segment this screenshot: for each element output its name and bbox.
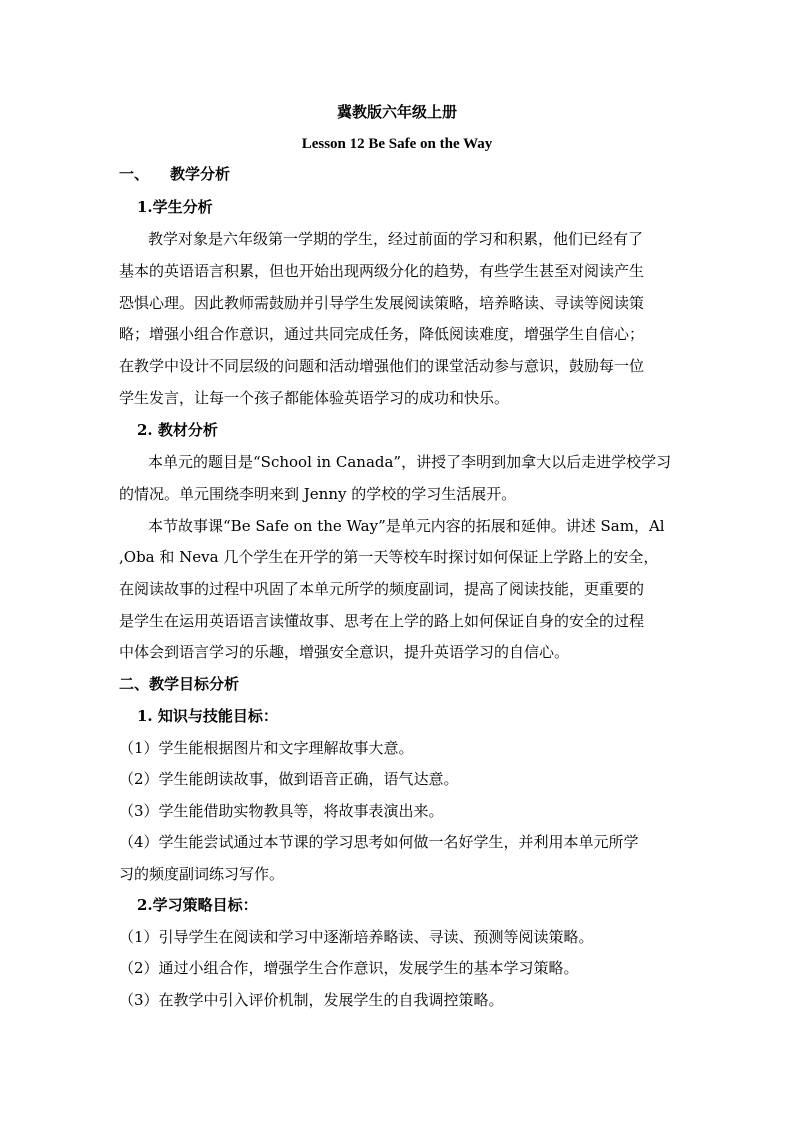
subsection-1-1-heading: 1.学生分析 <box>137 198 213 216</box>
list-item-continuation: 习的频度副词练习写作。 <box>119 865 285 883</box>
paragraph-line: 是学生在运用英语语言读懂故事、思考在上学的路上如何保证自身的安全的过程 <box>119 612 645 630</box>
list-item: （4）学生能尝试通过本节课的学习思考如何做一名好学生，并利用本单元所学 <box>119 833 639 851</box>
list-item: （3）在教学中引入评价机制，发展学生的自我调控策略。 <box>119 991 504 1009</box>
paragraph-line: 学生发言，让每一个孩子都能体验英语学习的成功和快乐。 <box>119 389 510 407</box>
document-title: 冀教版六年级上册 <box>336 103 457 121</box>
paragraph-line: 略；增强小组合作意识，通过共同完成任务，降低阅读难度，增强学生自信心； <box>119 325 645 343</box>
paragraph-line: 本单元的题目是“School in Canada”，讲授了李明到加拿大以后走进学校学习 <box>148 453 672 471</box>
lesson-title: Lesson 12 Be Safe on the Way <box>301 136 493 152</box>
list-item: （2）学生能朗读故事，做到语音正确，语气达意。 <box>119 770 459 788</box>
subsection-2-2-heading: 2.学习策略目标： <box>137 896 258 914</box>
paragraph-line: 恐惧心理。因此教师需鼓励并引导学生发展阅读策略，培养略读、寻读等阅读策 <box>119 294 645 312</box>
section-2-heading: 二、教学目标分析 <box>119 675 240 693</box>
paragraph-line: 在教学中设计不同层级的问题和活动增强他们的课堂活动参与意识，鼓励每一位 <box>119 357 645 375</box>
paragraph-line: 中体会到语言学习的乐趣，增强安全意识，提升英语学习的自信心。 <box>119 643 570 661</box>
paragraph-line: 教学对象是六年级第一学期的学生，经过前面的学习和积累，他们已经有了 <box>148 230 644 248</box>
list-item: （2）通过小组合作，增强学生合作意识，发展学生的基本学习策略。 <box>119 959 579 977</box>
paragraph-line: 基本的英语语言积累，但也开始出现两级分化的趋势，有些学生甚至对阅读产生 <box>119 262 645 280</box>
subsection-1-2-heading: 2. 教材分析 <box>137 421 218 439</box>
section-1-heading: 教学分析 <box>170 165 231 183</box>
paragraph-line: 本节故事课“Be Safe on the Way”是单元内容的拓展和延伸。讲述 Sam，Al <box>148 517 665 535</box>
paragraph-line: 的情况。单元围绕李明来到 Jenny 的学校的学习生活展开。 <box>119 485 517 503</box>
subsection-2-1-heading: 1. 知识与技能目标： <box>137 707 278 725</box>
paragraph-line: 在阅读故事的过程中巩固了本单元所学的频度副词，提高了阅读技能，更重要的 <box>119 580 645 598</box>
list-item: （3）学生能借助实物教具等，将故事表演出来。 <box>119 802 444 820</box>
paragraph-line: ,Oba 和 Neva 几个学生在开学的第一天等校车时探讨如何保证上学路上的安全， <box>119 548 659 566</box>
section-1-number: 一、 <box>119 165 150 183</box>
list-item: （1）引导学生在阅读和学习中逐渐培养略读、寻读、预测等阅读策略。 <box>119 928 594 946</box>
list-item: （1）学生能根据图片和文字理解故事大意。 <box>119 739 414 757</box>
